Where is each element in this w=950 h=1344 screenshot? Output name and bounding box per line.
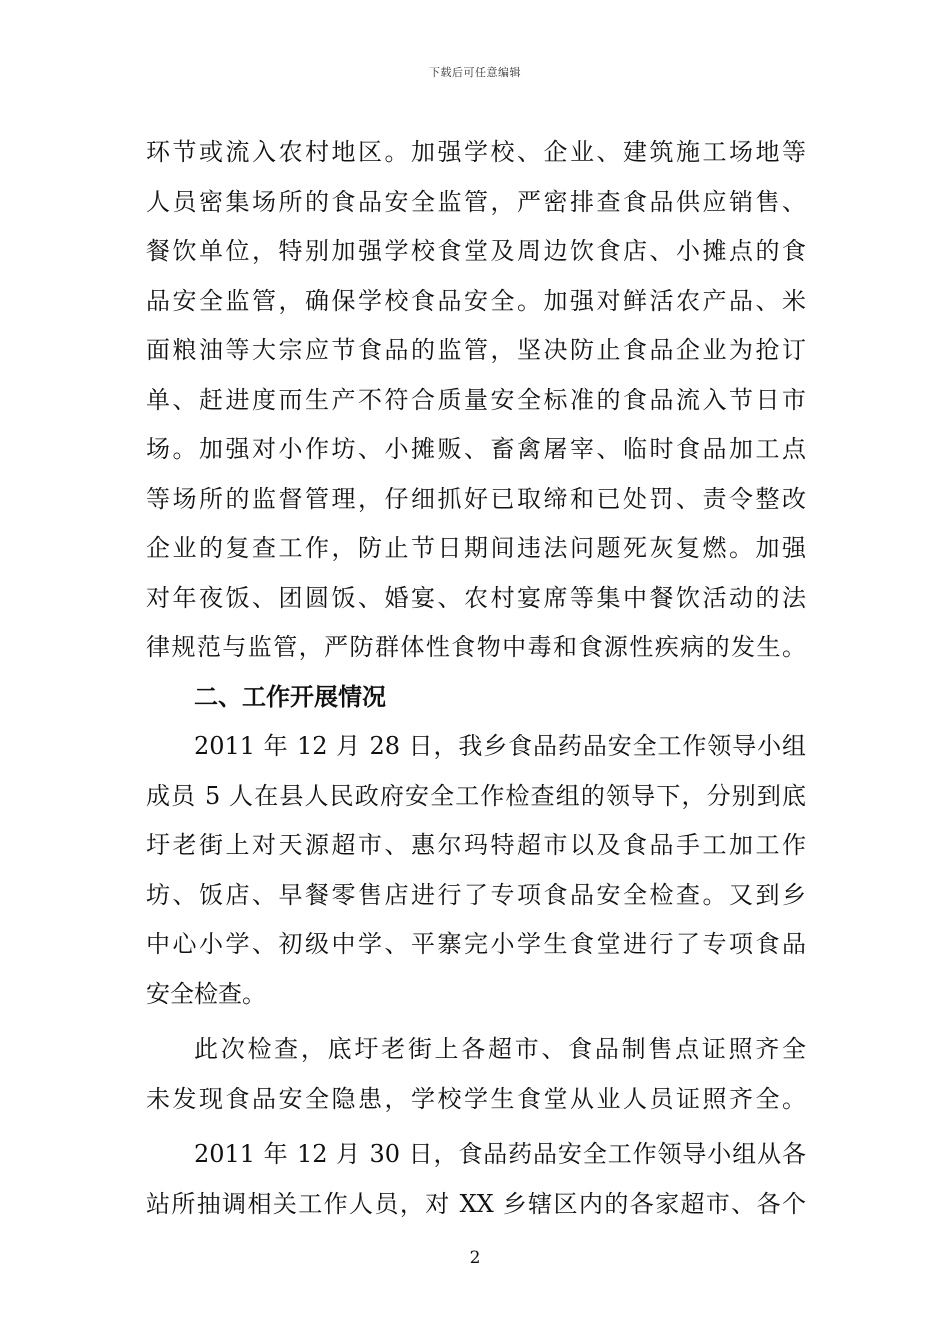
text-line: 对年夜饭、团圆饭、婚宴、农村宴席等集中餐饮活动的法 [146,583,806,612]
document-body [146,128,806,1229]
text-line: 2011 年 12 月 30 日，食品药品安全工作领导小组从各 [194,1140,806,1168]
text-line: 单、赶进度而生产不符合质量安全标准的食品流入节日市 [146,385,806,414]
paragraph-inspection-dec28 [146,722,806,1019]
text-line: 律规范与监管，严防群体性食物中毒和食源性疾病的发生。 [146,633,806,661]
text-line: 场。加强对小作坊、小摊贩、畜禽屠宰、临时食品加工点 [146,435,806,463]
text-line: 等场所的监督管理，仔细抓好已取缔和已处罚、责令整改 [146,484,806,513]
text-line: 面粮油等大宗应节食品的监管，坚决防止食品企业为抢订 [146,336,806,364]
text-line: 人员密集场所的食品安全监管，严密排查食品供应销售、 [146,187,806,216]
text-line: 未发现食品安全隐患，学校学生食堂从业人员证照齐全。 [146,1084,806,1113]
text-line: 企业的复查工作，防止节日期间违法问题死灰复燃。加强 [146,534,806,562]
text-line: 2011 年 12 月 28 日，我乡食品药品安全工作领导小组 [194,732,806,760]
text-line: 中心小学、初级中学、平寨完小学生食堂进行了专项食品 [146,930,806,958]
text-line: 餐饮单位，特别加强学校食堂及周边饮食店、小摊点的食 [146,237,806,265]
paragraph-inspection-dec30 [146,1130,806,1229]
text-line: 品安全监管，确保学校食品安全。加强对鲜活农产品、米 [146,286,806,315]
text-line: 圩老街上对天源超市、惠尔玛特超市以及食品手工加工作 [146,831,806,859]
page-number: 2 [469,1248,481,1268]
text-line: 坊、饭店、早餐零售店进行了专项食品安全检查。又到乡 [146,880,806,909]
text-line: 成员 5 人在县人民政府安全工作检查组的领导下，分别到底 [146,781,806,810]
text-line: 安全检查。 [146,979,266,1008]
text-line: 站所抽调相关工作人员，对 XX 乡辖区内的各家超市、各个 [146,1189,806,1218]
paragraph-inspection-result [146,1025,806,1124]
paragraph-continuation [146,128,806,673]
section-heading: 二、工作开展情况 [194,682,386,711]
text-line: 此次检查，底圩老街上各超市、食品制售点证照齐全 [194,1035,806,1063]
page-header: 下载后可任意编辑 [429,66,521,79]
text-line: 环节或流入农村地区。加强学校、企业、建筑施工场地等 [146,138,806,166]
